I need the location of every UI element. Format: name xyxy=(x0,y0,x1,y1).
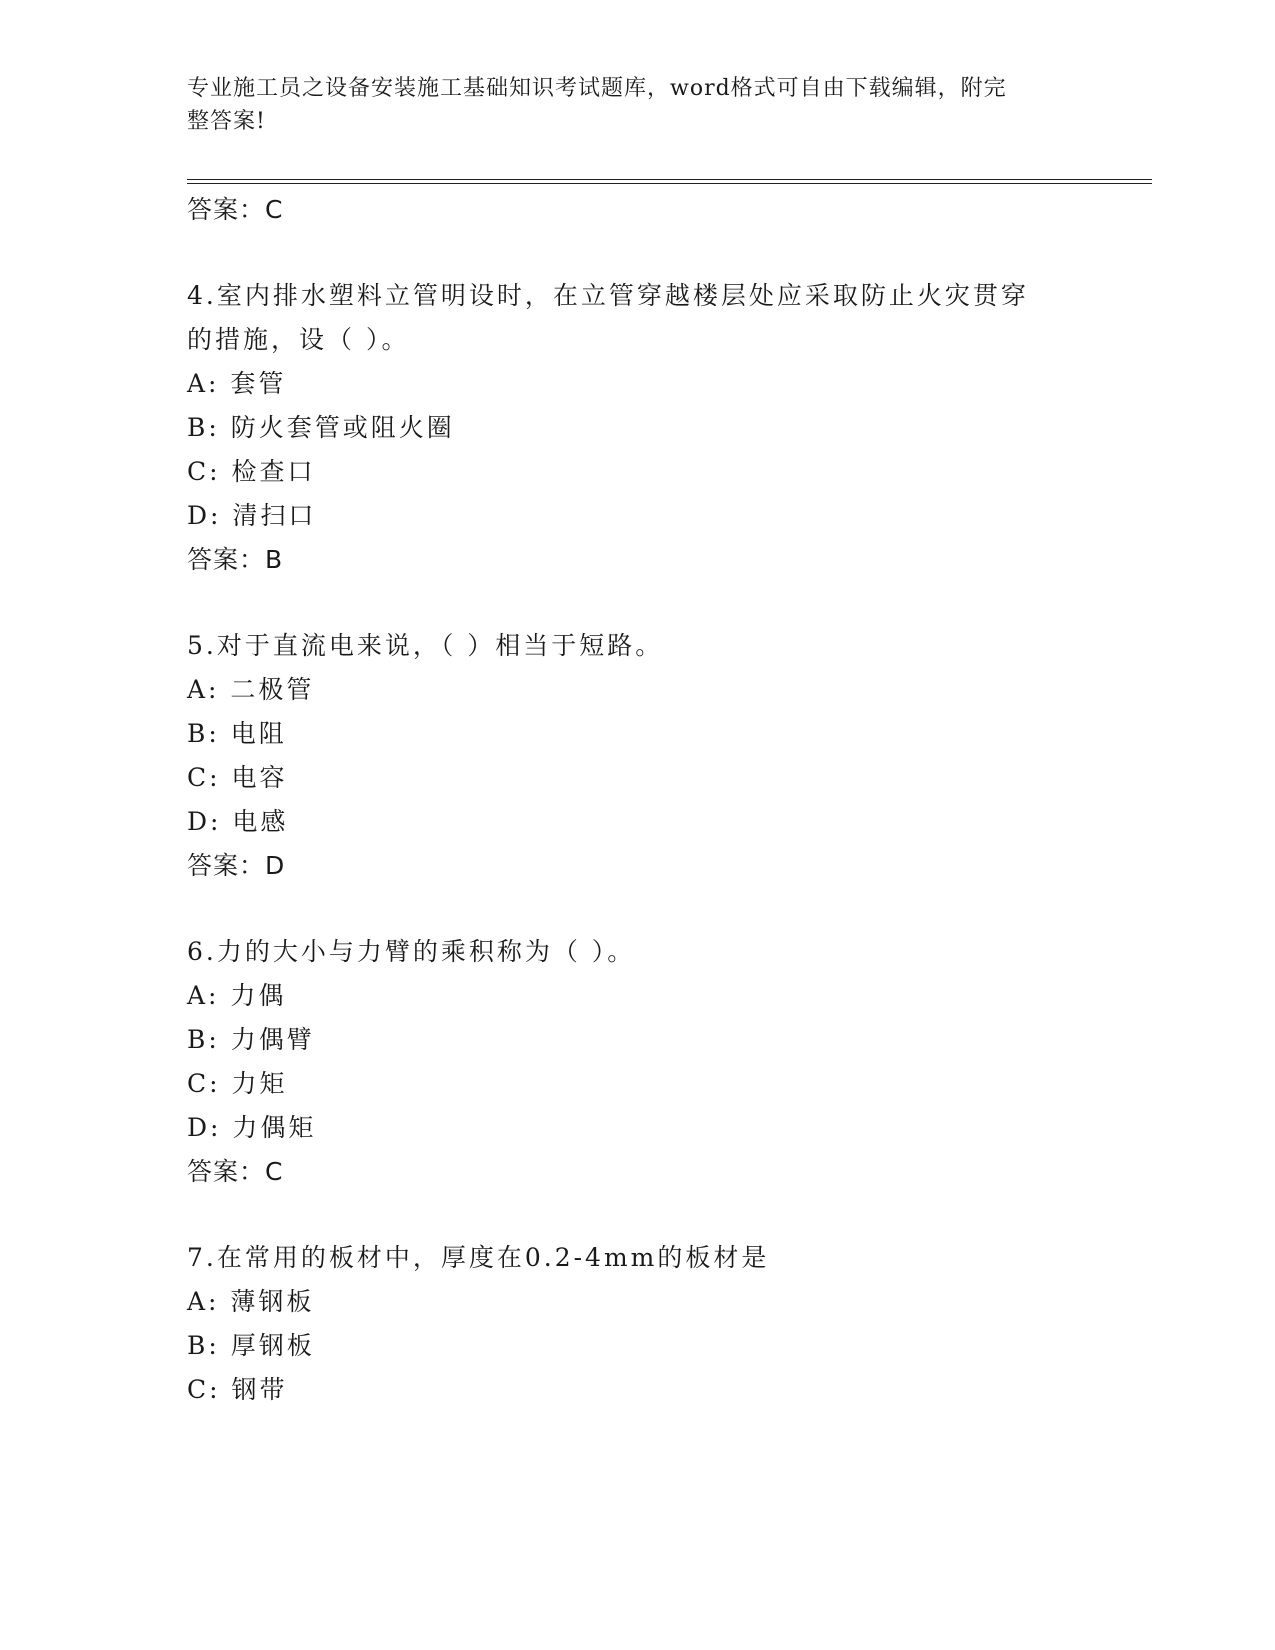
question-4-option-b: B: 防火套管或阻火圈 xyxy=(187,413,455,442)
question-4-option-c: C: 检查口 xyxy=(187,457,316,486)
question-4-option-d: D: 清扫口 xyxy=(187,501,317,530)
header-line-1: 专业施工员之设备安装施工基础知识考试题库，word格式可自由下载编辑，附完 xyxy=(187,76,1007,101)
question-4-stem-line-2: 的措施，设（ ）。 xyxy=(187,325,410,354)
question-5-option-c: C: 电容 xyxy=(187,763,288,792)
question-4-answer: 答案：B xyxy=(187,545,284,574)
question-6-option-a: A: 力偶 xyxy=(187,981,287,1010)
question-7-option-a: A: 薄钢板 xyxy=(187,1287,315,1316)
header-divider-top xyxy=(187,179,1152,180)
question-7-option-c: C: 钢带 xyxy=(187,1375,288,1404)
document-header xyxy=(187,72,1067,138)
previous-answer: 答案：C xyxy=(187,195,284,224)
question-6-stem: 6.力的大小与力臂的乘积称为（ ）。 xyxy=(187,937,636,966)
question-6-option-b: B: 力偶臂 xyxy=(187,1025,315,1054)
question-7-stem: 7.在常用的板材中，厚度在0.2-4mm的板材是 xyxy=(187,1243,770,1272)
question-4-option-a: A: 套管 xyxy=(187,369,287,398)
question-4-stem-line-1: 4.室内排水塑料立管明设时，在立管穿越楼层处应采取防止火灾贯穿 xyxy=(187,281,1029,310)
question-6-option-d: D: 力偶矩 xyxy=(187,1113,317,1142)
question-5-option-b: B: 电阻 xyxy=(187,719,287,748)
header-divider-bottom xyxy=(187,183,1152,184)
question-5-answer: 答案：D xyxy=(187,851,286,880)
question-5-option-a: A: 二极管 xyxy=(187,675,315,704)
question-6-answer: 答案：C xyxy=(187,1157,284,1186)
question-7-option-b: B: 厚钢板 xyxy=(187,1331,315,1360)
question-6-option-c: C: 力矩 xyxy=(187,1069,288,1098)
question-5-stem: 5.对于直流电来说，（ ）相当于短路。 xyxy=(187,631,664,660)
header-line-2: 整答案! xyxy=(187,109,266,134)
question-5-option-d: D: 电感 xyxy=(187,807,289,836)
